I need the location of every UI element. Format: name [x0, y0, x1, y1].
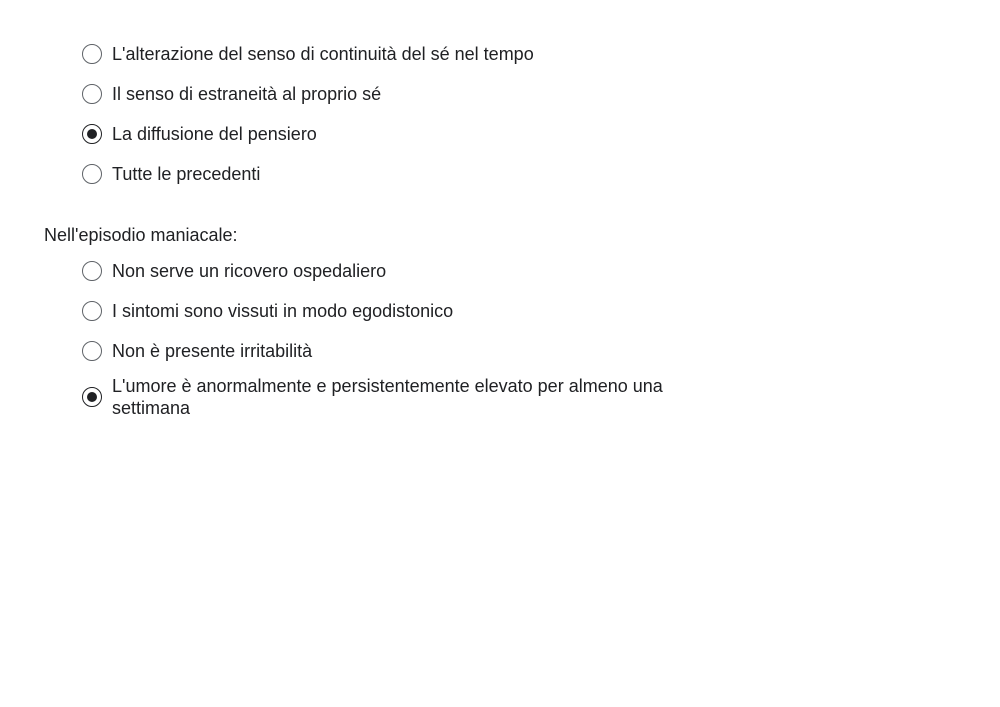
- radio-button[interactable]: [82, 301, 102, 321]
- radio-option[interactable]: [82, 83, 722, 105]
- radio-option[interactable]: [82, 43, 722, 65]
- radio-dot-icon: [87, 129, 97, 139]
- question-text: Nell'episodio maniacale:: [44, 225, 238, 245]
- option-label: Non serve un ricovero ospedaliero: [112, 261, 387, 281]
- option-label: L'alterazione del senso di continuità del sé nel tempo: [112, 44, 534, 64]
- option-label: I sintomi sono vissuti in modo egodistonico: [112, 301, 454, 321]
- radio-button[interactable]: [82, 164, 102, 184]
- radio-button[interactable]: [82, 387, 102, 407]
- option-label: La diffusione del pensiero: [112, 124, 317, 144]
- radio-button[interactable]: [82, 44, 102, 64]
- radio-option[interactable]: [82, 260, 722, 282]
- option-label: Tutte le precedenti: [112, 164, 261, 184]
- option-label: Il senso di estraneità al proprio sé: [112, 84, 382, 104]
- radio-dot-icon: [87, 392, 97, 402]
- option-label: Non è presente irritabilità: [112, 341, 313, 361]
- radio-option[interactable]: [82, 123, 722, 145]
- radio-option[interactable]: [82, 300, 722, 322]
- radio-option[interactable]: [82, 375, 702, 419]
- radio-button[interactable]: [82, 341, 102, 361]
- radio-option[interactable]: [82, 163, 722, 185]
- radio-option[interactable]: [82, 340, 722, 362]
- option-label: L'umore è anormalmente e persistentemente elevato per almeno una settimana: [112, 376, 663, 418]
- radio-button[interactable]: [82, 84, 102, 104]
- radio-button[interactable]: [82, 261, 102, 281]
- radio-button[interactable]: [82, 124, 102, 144]
